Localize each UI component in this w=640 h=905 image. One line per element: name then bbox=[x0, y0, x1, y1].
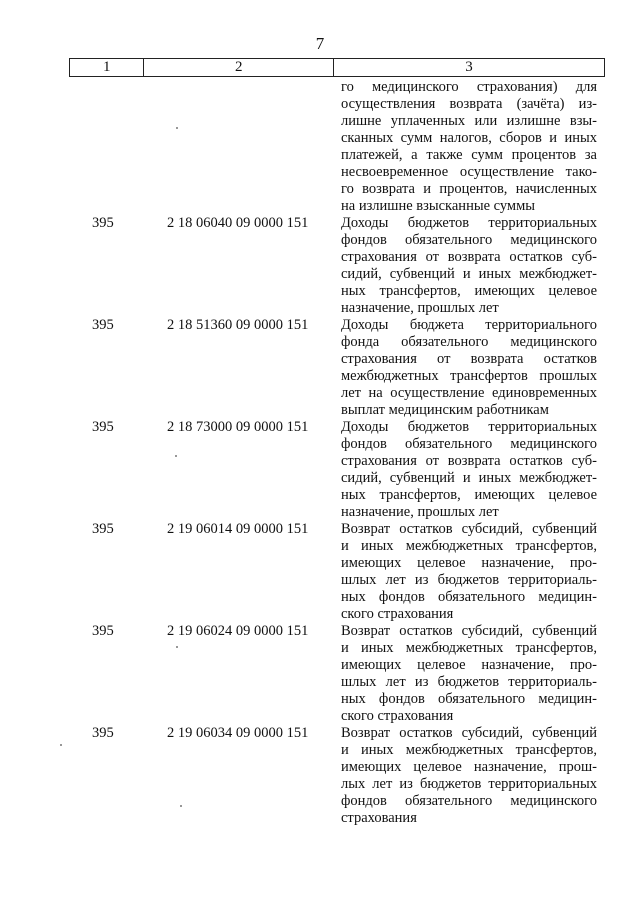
description-line: страхования от возврата остатков bbox=[341, 351, 597, 367]
table-row bbox=[0, 317, 640, 419]
description-line: страхования от возврата остатков суб- bbox=[341, 249, 597, 265]
budget-classification-code: 2 18 51360 09 0000 151 bbox=[167, 317, 309, 333]
description-line: Доходы бюджета территориального bbox=[341, 317, 597, 333]
budget-classification-code: 2 19 06014 09 0000 151 bbox=[167, 521, 309, 537]
income-description bbox=[341, 419, 597, 521]
column-header-table bbox=[69, 58, 605, 77]
description-line: имеющих целевое назначение, прош- bbox=[341, 759, 597, 775]
description-line: шлых лет из бюджетов территориаль- bbox=[341, 674, 597, 690]
description-line: и иных межбюджетных трансфертов, bbox=[341, 538, 597, 554]
budget-classification-code: 2 19 06034 09 0000 151 bbox=[167, 725, 309, 741]
description-line: назначение, прошлых лет bbox=[341, 300, 499, 316]
budget-classification-code: 2 18 06040 09 0000 151 bbox=[167, 215, 309, 231]
income-description bbox=[341, 623, 597, 725]
table-row bbox=[0, 623, 640, 725]
description-line: и иных межбюджетных трансфертов, bbox=[341, 742, 597, 758]
table-row bbox=[0, 79, 640, 215]
income-description bbox=[341, 215, 597, 317]
description-line: имеющих целевое назначение, про- bbox=[341, 555, 597, 571]
table-row bbox=[0, 419, 640, 521]
table-body bbox=[0, 79, 640, 827]
description-line: ных трансфертов, имеющих целевое bbox=[341, 283, 597, 299]
description-line: Возврат остатков субсидий, субвенций bbox=[341, 521, 597, 537]
description-line: Возврат остатков субсидий, субвенций bbox=[341, 623, 597, 639]
income-description bbox=[341, 317, 597, 419]
description-line: Доходы бюджетов территориальных bbox=[341, 419, 597, 435]
description-line: фондов обязательного медицинского bbox=[341, 793, 597, 809]
description-line: ных трансфертов, имеющих целевое bbox=[341, 487, 597, 503]
income-description bbox=[341, 79, 597, 215]
description-line: лет на осуществление единовременных bbox=[341, 385, 597, 401]
table-row bbox=[0, 725, 640, 827]
description-line: страхования от возврата остатков суб- bbox=[341, 453, 597, 469]
description-line: ных фондов обязательного медицин- bbox=[341, 589, 597, 605]
description-line: страхования bbox=[341, 810, 417, 826]
column-header-3: 3 bbox=[334, 59, 605, 77]
admin-code: 395 bbox=[92, 215, 114, 231]
description-line: го медицинского страхования) для bbox=[341, 79, 597, 95]
description-line: фондов обязательного медицинского bbox=[341, 232, 597, 248]
description-line: несвоевременное осуществление тако- bbox=[341, 164, 597, 180]
description-line: фондов обязательного медицинского bbox=[341, 436, 597, 452]
description-line: ных фондов обязательного медицин- bbox=[341, 691, 597, 707]
description-line: платежей, а также сумм процентов за bbox=[341, 147, 597, 163]
budget-classification-code: 2 19 06024 09 0000 151 bbox=[167, 623, 309, 639]
description-line: Доходы бюджетов территориальных bbox=[341, 215, 597, 231]
description-line: ского страхования bbox=[341, 606, 454, 622]
description-line: выплат медицинским работникам bbox=[341, 402, 549, 418]
description-line: го возврата и процентов, начисленных bbox=[341, 181, 597, 197]
description-line: ского страхования bbox=[341, 708, 454, 724]
admin-code: 395 bbox=[92, 623, 114, 639]
description-line: лых лет из бюджетов территориальных bbox=[341, 776, 597, 792]
description-line: назначение, прошлых лет bbox=[341, 504, 499, 520]
description-line: сидий, субвенций и иных межбюджет- bbox=[341, 470, 597, 486]
admin-code: 395 bbox=[92, 419, 114, 435]
income-description bbox=[341, 725, 597, 827]
description-line: шлых лет из бюджетов территориаль- bbox=[341, 572, 597, 588]
income-description bbox=[341, 521, 597, 623]
description-line: фонда обязательного медицинского bbox=[341, 334, 597, 350]
admin-code: 395 bbox=[92, 725, 114, 741]
description-line: сидий, субвенций и иных межбюджет- bbox=[341, 266, 597, 282]
description-line: Возврат остатков субсидий, субвенций bbox=[341, 725, 597, 741]
description-line: на излишне взысканные суммы bbox=[341, 198, 536, 214]
description-line: осуществления возврата (зачёта) из- bbox=[341, 96, 597, 112]
description-line: и иных межбюджетных трансфертов, bbox=[341, 640, 597, 656]
budget-classification-code: 2 18 73000 09 0000 151 bbox=[167, 419, 309, 435]
admin-code: 395 bbox=[92, 317, 114, 333]
table-row bbox=[0, 521, 640, 623]
table-row bbox=[0, 215, 640, 317]
column-header-2: 2 bbox=[144, 59, 334, 77]
admin-code: 395 bbox=[92, 521, 114, 537]
description-line: лишне уплаченных или излишне взы- bbox=[341, 113, 597, 129]
description-line: имеющих целевое назначение, про- bbox=[341, 657, 597, 673]
description-line: сканных сумм налогов, сборов и иных bbox=[341, 130, 597, 146]
page-number: 7 bbox=[315, 34, 325, 53]
description-line: межбюджетных трансфертов прошлых bbox=[341, 368, 597, 384]
column-header-1: 1 bbox=[70, 59, 144, 77]
